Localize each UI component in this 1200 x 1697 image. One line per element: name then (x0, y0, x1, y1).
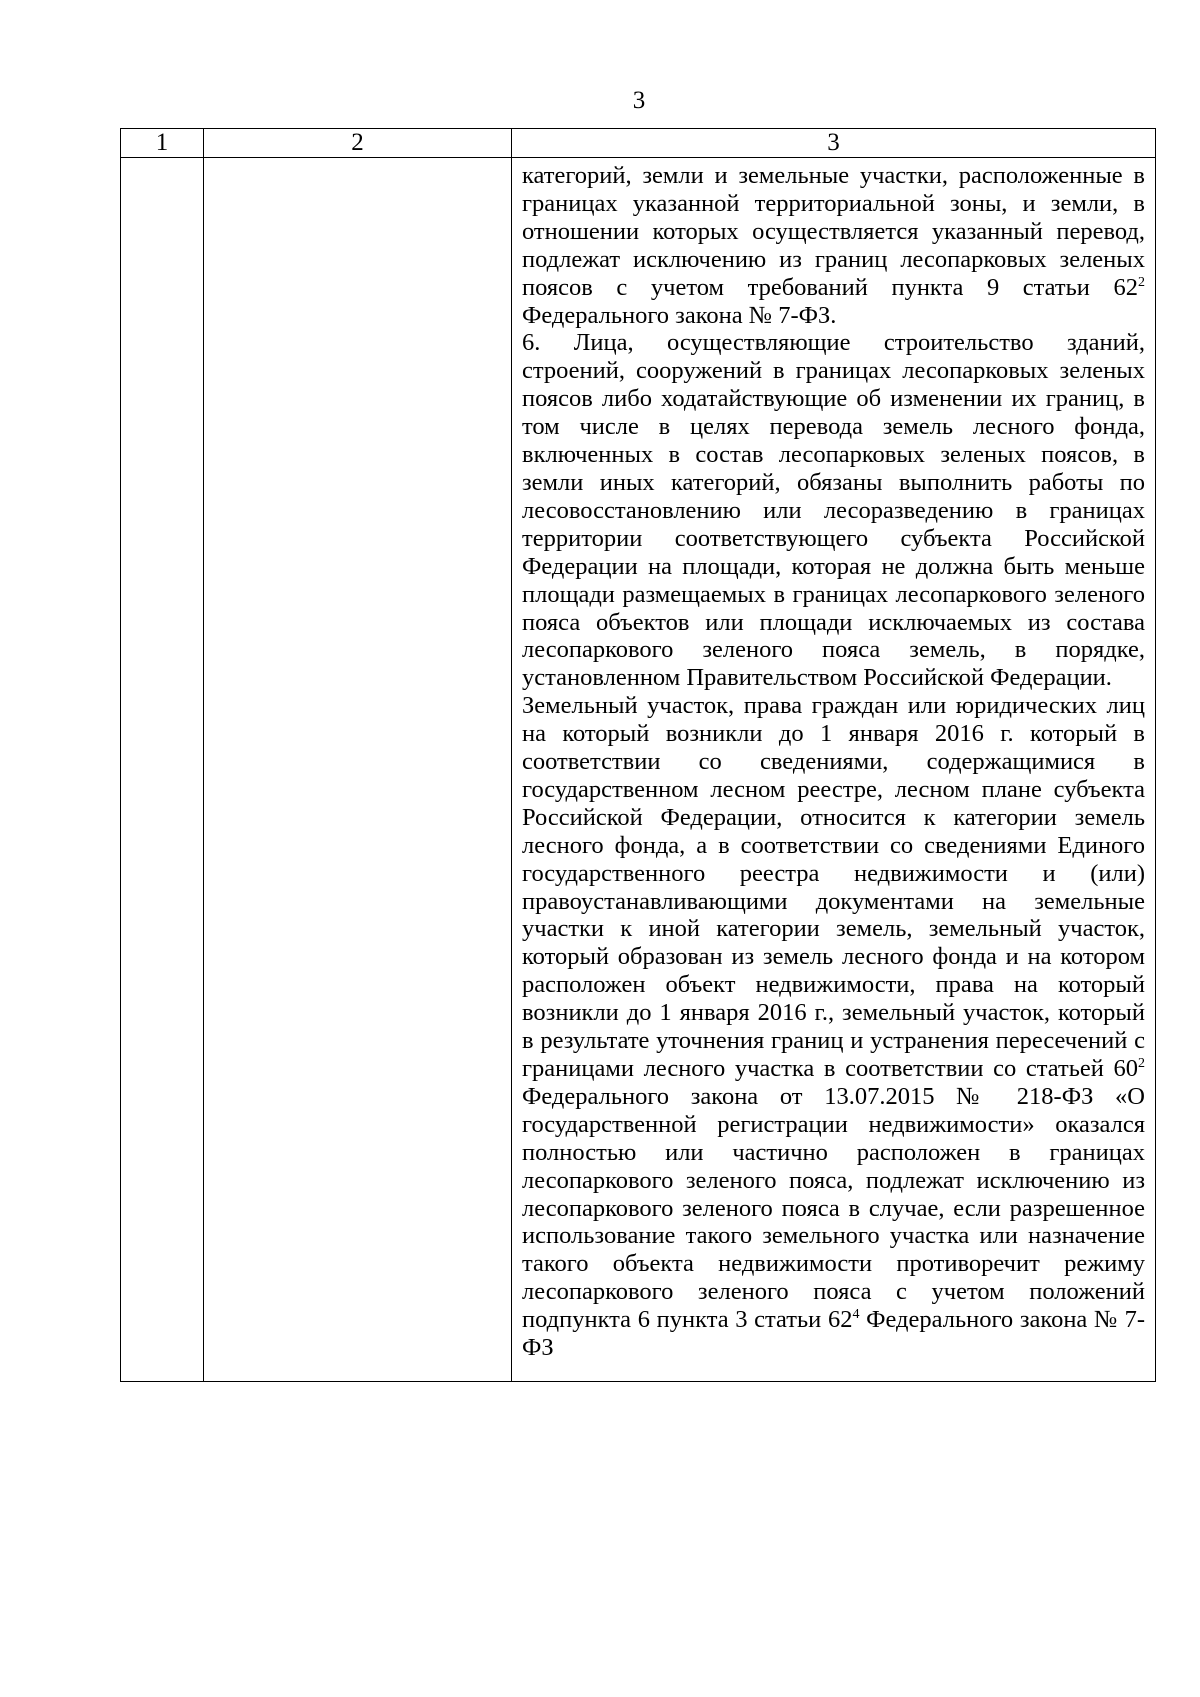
paragraph-3-text: Земельный участок, права граждан или юридических лиц на который возникли до 1 января 2016 г. который в соответствии со сведениями, содержащимися в государственном лесном реестре, лесном плане субъекта Российской Федерации, относится к категории земель лесного фонда, а в соответствии со сведениями Единого государственного реестра недвижимости и (или) правоустанавливающими документами на земельные участки к иной категории земель, земельный участок, который образован из земель лесного фонда и на котором расположен объект недвижимости, права на который возникли до 1 января 2016 г., земельный участок, который в результате уточнения границ и устранения пересечений с границами лесного участка в соответствии со статьей 60 (522, 692, 1145, 1082)
superscript: 2 (1138, 1056, 1145, 1071)
table-header-row (121, 129, 1156, 158)
paragraph-1 (522, 162, 1145, 329)
superscript: 2 (1138, 274, 1145, 290)
document-table (120, 128, 1156, 1382)
cell-column-3 (512, 158, 1156, 1382)
cell-column-2 (204, 158, 512, 1382)
column-header-2: 2 (204, 129, 512, 158)
paragraph-1-tail: Федерального закона № 7-ФЗ. (522, 301, 837, 329)
paragraph-3-tail: Федерального закона № 7-ФЗ (522, 1306, 1145, 1362)
column-header-3: 3 (512, 129, 1156, 158)
paragraph-1-text: категорий, земли и земельные участки, расположенные в границах указанной территориальной зоны, и земли, в отношении которых осуществляется указанный перевод, подлежат исключению из границ лесопарковых зеленых поясов с учетом требований пункта 9 статьи 62 (522, 162, 1145, 301)
table-row (121, 158, 1156, 1382)
paragraph-3-middle: Федерального закона от 13.07.2015 № 218-ФЗ «О государственной регистрации недвижимости» оказался полностью или частично расположен в границах лесопаркового зеленого пояса, подлежат исключению из лесопаркового зеленого пояса в случае, если разрешенное использование такого земельного участка или назначение такого объекта недвижимости противоречит режиму лесопаркового зеленого пояса с учетом положений подпункта 6 пункта 3 статьи 62 (522, 1082, 1145, 1334)
superscript: 4 (852, 1307, 860, 1323)
column-header-1: 1 (121, 129, 204, 158)
cell-text (512, 158, 1155, 1362)
paragraph-2: 6. Лица, осуществляющие строительство зданий, строений, сооружений в границах лесопарковых зеленых поясов либо ходатайствующие об изменении их границ, в том числе в целях перевода земель лесного фонда, включенных в состав лесопарковых зеленых поясов, в земли иных категорий, обязаны выполнить работы по лесовосстановлению или лесоразведению в границах территории соответствующего субъекта Российской Федерации на площади, которая не должна быть меньше площади размещаемых в границах лесопаркового зеленого пояса объектов или площади исключаемых из состава лесопаркового зеленого пояса земель, в порядке, установленном Правительством Российской Федерации. (522, 329, 1145, 692)
cell-column-1 (121, 158, 204, 1382)
page-number: 3 (632, 87, 646, 114)
paragraph-3 (522, 692, 1145, 1362)
